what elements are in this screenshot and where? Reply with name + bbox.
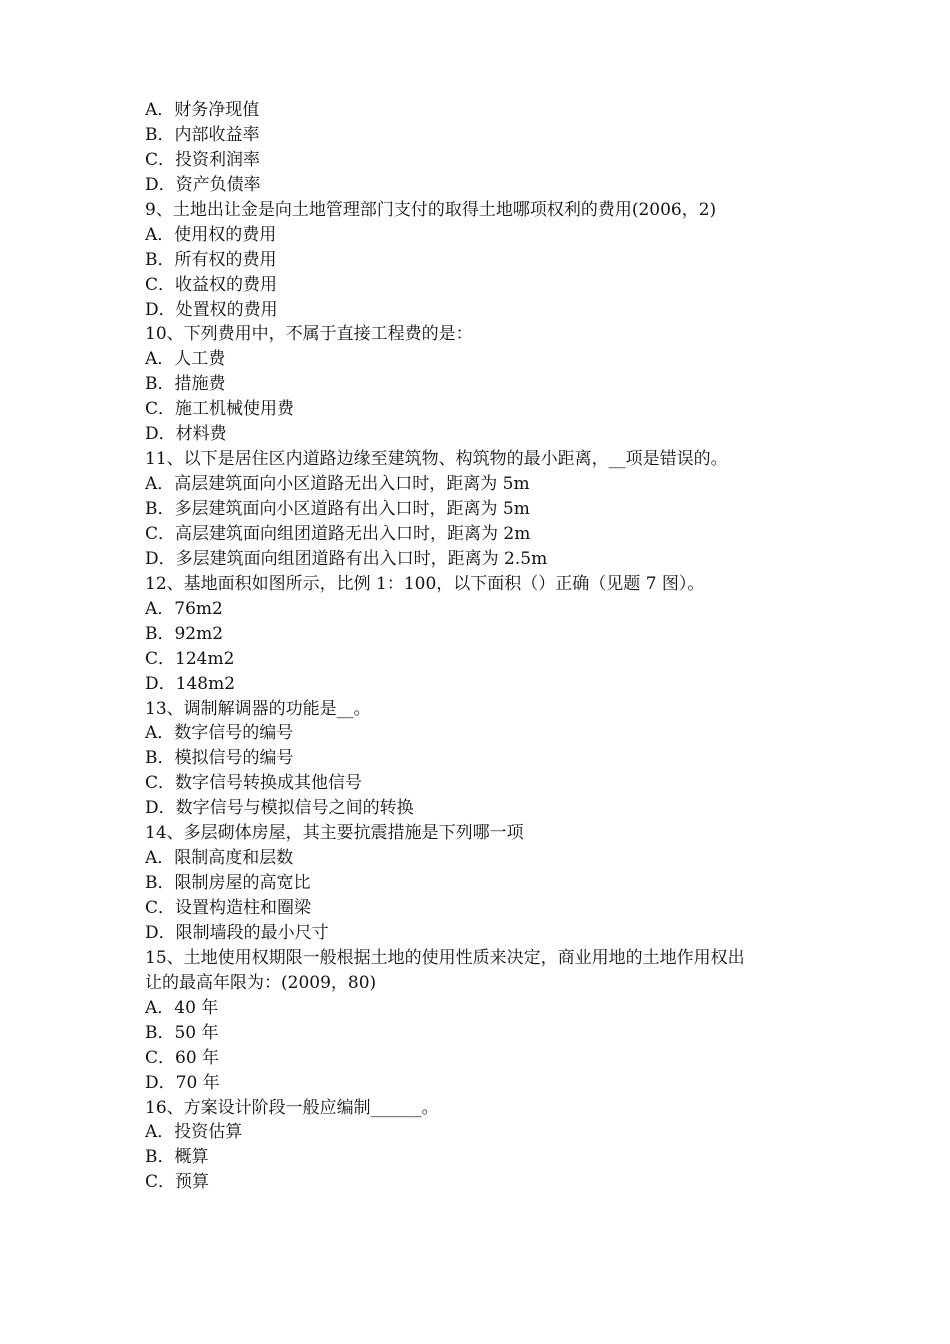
answer-option: B．模拟信号的编号 (145, 748, 294, 769)
answer-option: C．收益权的费用 (145, 274, 278, 295)
question-text: 11、以下是居住区内道路边缘至建筑物、构筑物的最小距离，__项是错误的。 (145, 449, 728, 470)
answer-option: B．措施费 (145, 374, 226, 395)
answer-option: B．所有权的费用 (145, 249, 277, 270)
answer-option: A．人工费 (145, 349, 226, 370)
answer-option: A．76m2 (145, 598, 223, 619)
answer-option: A．高层建筑面向小区道路无出入口时，距离为 5m (145, 474, 530, 495)
answer-option: B．50 年 (145, 1022, 219, 1043)
answer-option: A．财务净现值 (145, 100, 260, 120)
question-list (145, 98, 815, 1195)
question-text: 9、土地出让金是向土地管理部门支付的取得土地哪项权利的费用(2006，2) (145, 199, 717, 220)
answer-option: B．内部收益率 (145, 124, 260, 145)
answer-option: D．处置权的费用 (145, 299, 278, 320)
answer-option: A．投资估算 (145, 1122, 243, 1143)
answer-option: A．40 年 (145, 997, 219, 1018)
answer-option: D．148m2 (145, 673, 236, 694)
answer-option: B．多层建筑面向小区道路有出入口时，距离为 5m (145, 499, 530, 519)
answer-option: A．数字信号的编号 (145, 723, 294, 744)
answer-option: D．材料费 (145, 424, 227, 445)
question-text: 14、多层砌体房屋，其主要抗震措施是下列哪一项 (145, 823, 524, 844)
answer-option: B．92m2 (145, 623, 224, 644)
answer-option: C．施工机械使用费 (145, 399, 295, 420)
answer-option: D．资产负债率 (145, 174, 261, 195)
question-text: 16、方案设计阶段一般应编制______。 (145, 1097, 439, 1118)
answer-option: D．限制墙段的最小尺寸 (145, 922, 329, 943)
answer-option: C．投资利润率 (145, 149, 261, 170)
answer-option: B．限制房屋的高宽比 (145, 873, 311, 894)
answer-option: C．预算 (145, 1172, 210, 1193)
answer-option: B．概算 (145, 1147, 209, 1168)
answer-option: D．多层建筑面向组团道路有出入口时，距离为 2.5m (145, 548, 548, 569)
question-text: 13、调制解调器的功能是__。 (145, 698, 371, 719)
answer-option: A．使用权的费用 (145, 224, 277, 245)
answer-option: D．数字信号与模拟信号之间的转换 (145, 798, 414, 819)
answer-option: D．70 年 (145, 1072, 220, 1093)
answer-option: C．设置构造柱和圈梁 (145, 898, 312, 918)
answer-option: C．数字信号转换成其他信号 (145, 773, 363, 794)
answer-option: C．60 年 (145, 1047, 220, 1068)
question-text: 12、基地面积如图所示，比例 1：100，以下面积（）正确（见题 7 图）。 (145, 573, 705, 594)
answer-option: C．高层建筑面向组团道路无出入口时，距离为 2m (145, 523, 531, 544)
question-text: 10、下列费用中，不属于直接工程费的是： (145, 324, 473, 345)
answer-option: C．124m2 (145, 648, 235, 669)
question-text: 让的最高年限为：(2009，80) (145, 972, 377, 993)
question-text: 15、土地使用权期限一般根据土地的使用性质来决定，商业用地的土地作用权出 (145, 947, 745, 968)
answer-option: A．限制高度和层数 (145, 848, 294, 869)
